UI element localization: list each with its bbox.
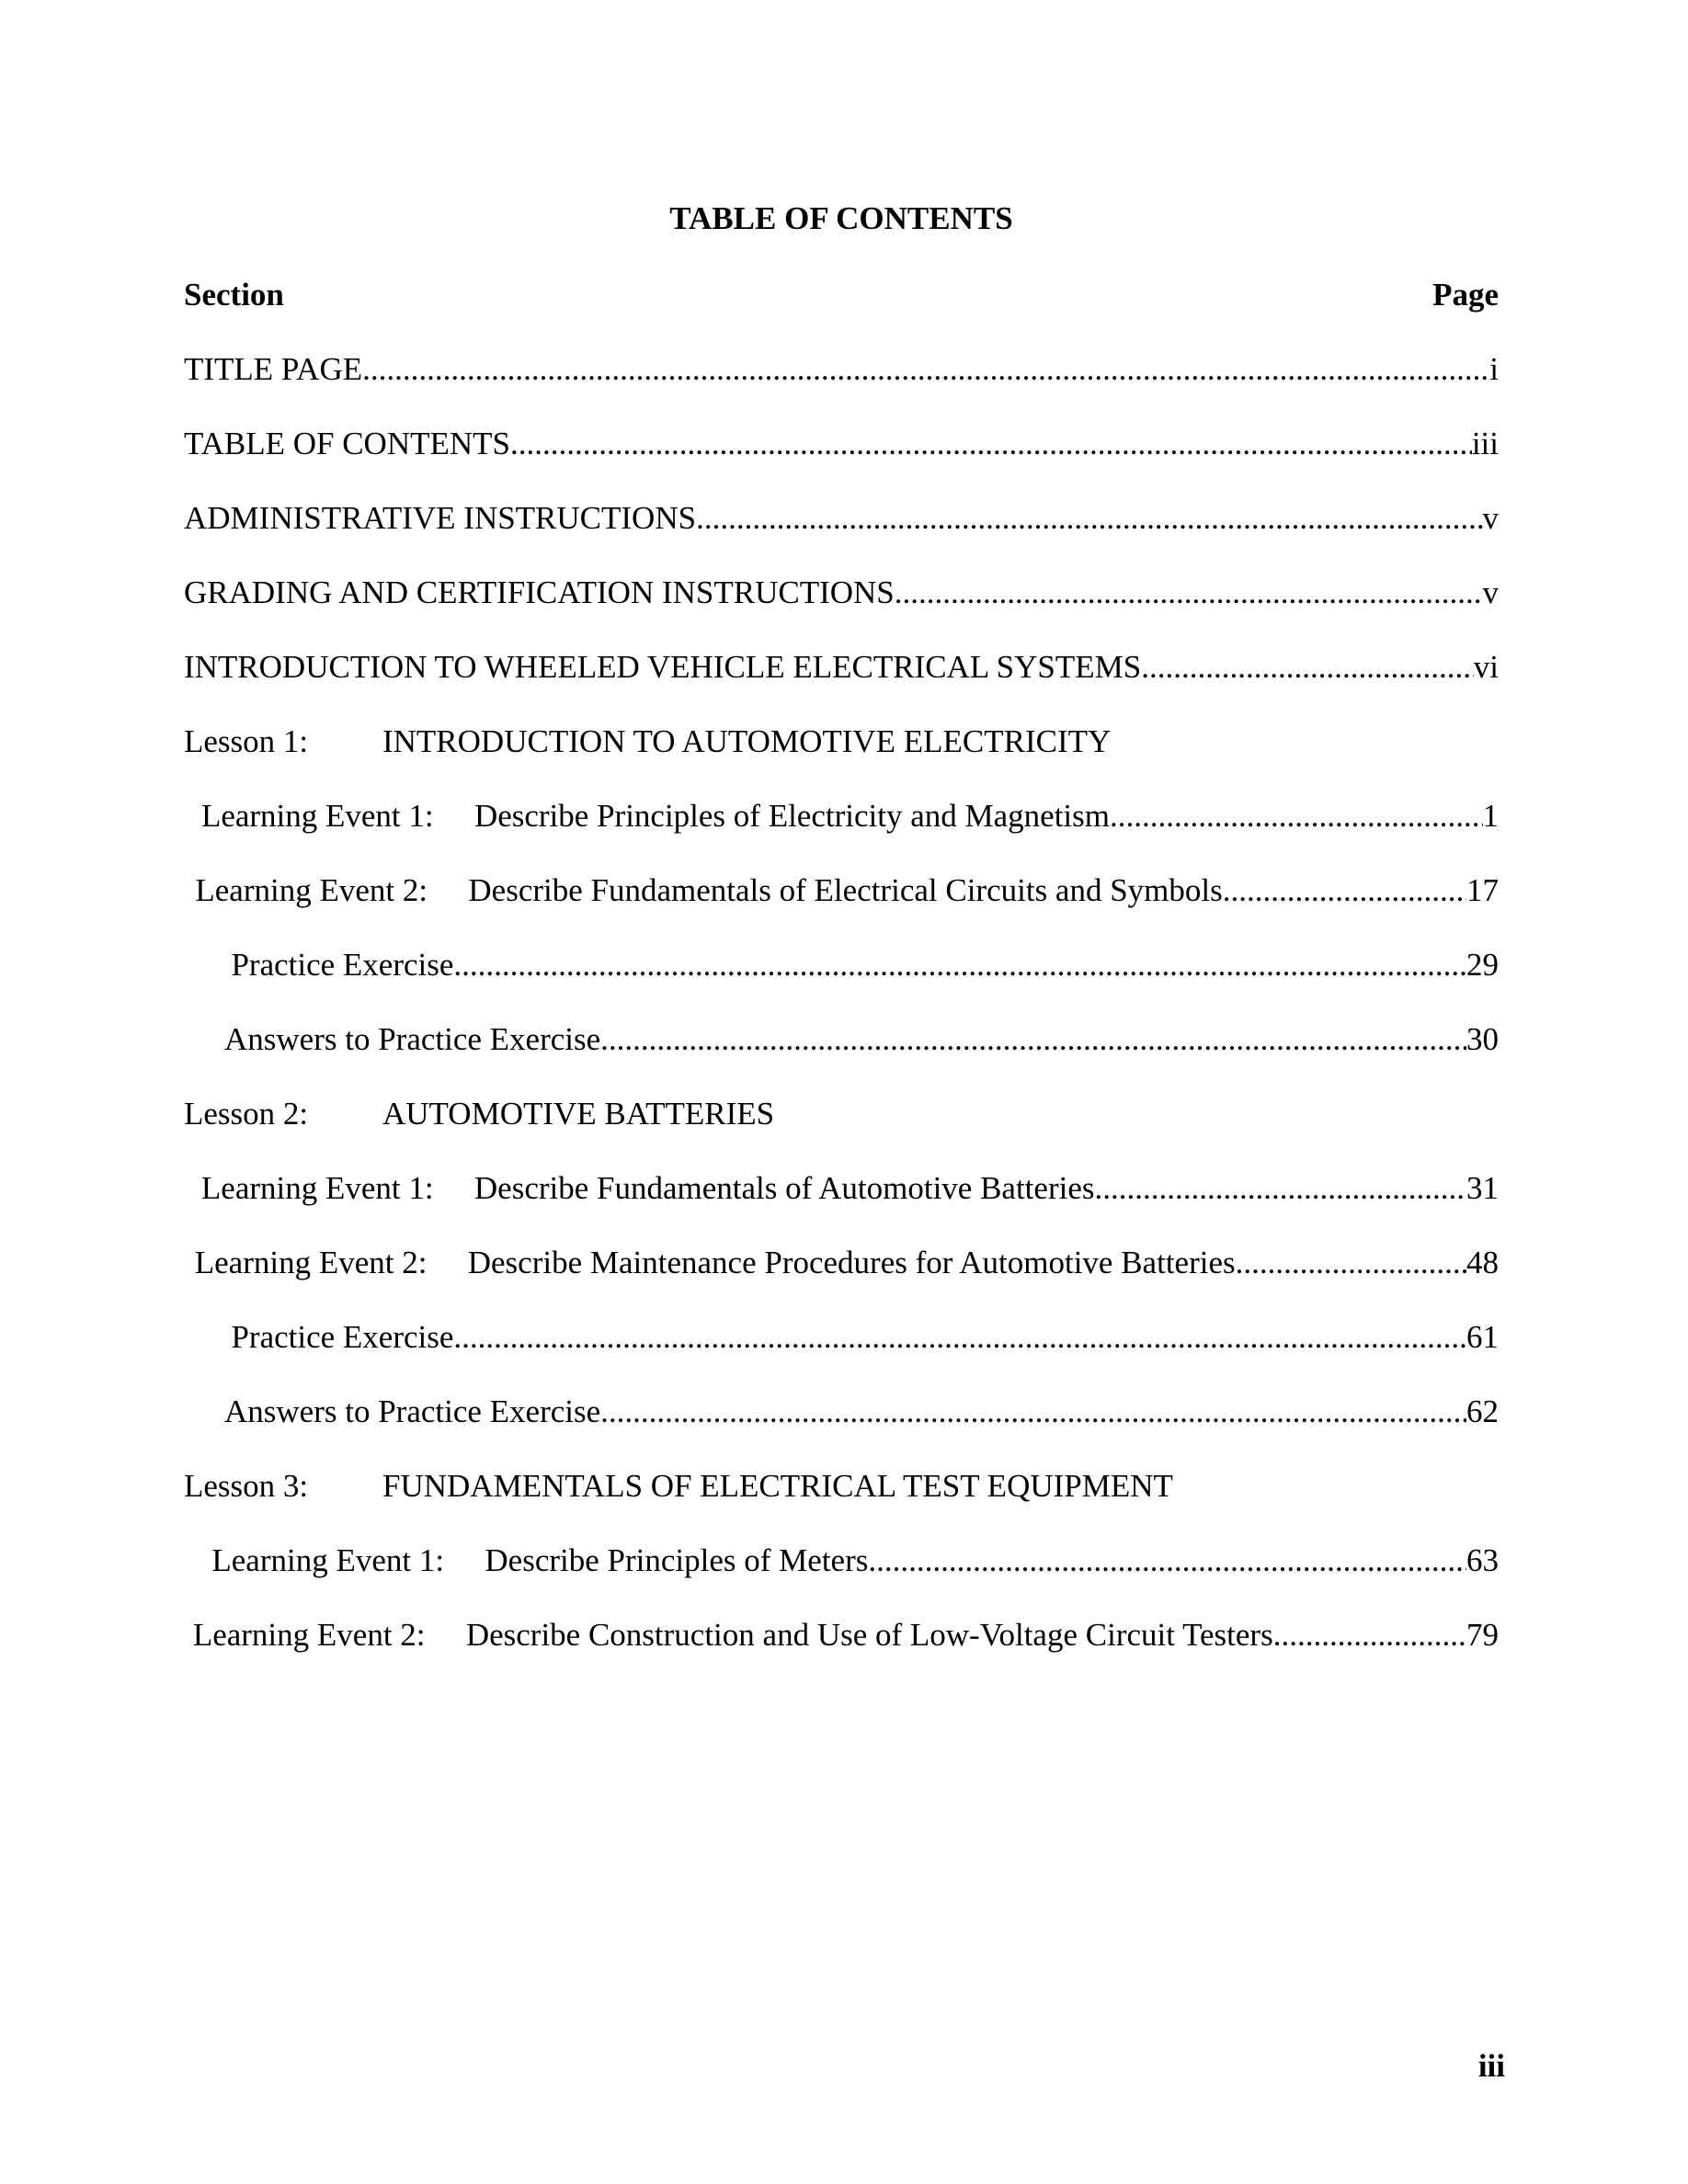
toc-entry-grading-instructions[interactable]: [184, 576, 1499, 609]
lesson-title: FUNDAMENTALS OF ELECTRICAL TEST EQUIPMENT: [382, 1468, 1173, 1504]
section-column-header: Section: [184, 277, 284, 313]
toc-entry-page: 30: [1466, 1021, 1499, 1057]
lesson-label: Lesson 2:: [184, 1096, 309, 1132]
dot-leader: [868, 1544, 1466, 1576]
dot-leader: [453, 949, 1466, 981]
toc-entry-page: vi: [1473, 649, 1499, 685]
toc-entry-learning-event[interactable]: [184, 1544, 1499, 1576]
toc-entry-page: i: [1489, 351, 1499, 387]
dot-leader: [600, 1395, 1466, 1428]
toc-entry-text: Describe Construction and Use of Low-Voltage Circuit Testers: [465, 1617, 1273, 1653]
toc-entry-introduction[interactable]: [184, 651, 1499, 683]
toc-entry-learning-event[interactable]: [184, 1619, 1499, 1651]
dot-leader: [1236, 1246, 1466, 1279]
toc-entry-text: ADMINISTRATIVE INSTRUCTIONS: [184, 500, 697, 536]
learning-event-label: Learning Event 1:: [200, 798, 434, 834]
toc-entry-learning-event[interactable]: [184, 1246, 1499, 1279]
toc-entry-text: Answers to Practice Exercise: [224, 1393, 601, 1429]
toc-entry-page: iii: [1471, 426, 1499, 461]
toc-entry-page: 62: [1466, 1393, 1499, 1429]
page-column-header: Page: [1432, 277, 1499, 313]
dot-leader: [1141, 651, 1474, 683]
dot-leader: [895, 576, 1483, 609]
toc-entry-page: 61: [1466, 1319, 1499, 1355]
learning-event-label: Learning Event 2:: [194, 1245, 428, 1280]
learning-event-label: Learning Event 1:: [211, 1542, 445, 1578]
toc-entry-text: Practice Exercise: [231, 1319, 454, 1355]
toc-entry-page: 1: [1482, 798, 1499, 834]
toc-entry-administrative-instructions[interactable]: [184, 502, 1499, 534]
toc-entry-learning-event[interactable]: [184, 874, 1499, 906]
toc-entry-title-page[interactable]: [184, 353, 1499, 385]
dot-leader: [510, 427, 1472, 460]
toc-entry-page: 31: [1466, 1170, 1499, 1206]
learning-event-label: Learning Event 2:: [195, 872, 428, 908]
toc-entry-learning-event[interactable]: [184, 800, 1499, 832]
toc-entry-table-of-contents[interactable]: [184, 427, 1499, 460]
toc-entry-text: TABLE OF CONTENTS: [184, 426, 510, 461]
toc-entry-page: 48: [1466, 1245, 1499, 1280]
learning-event-label: Learning Event 2:: [192, 1617, 426, 1653]
toc-entry-page: 17: [1466, 872, 1499, 908]
lesson-label: Lesson 3:: [184, 1468, 309, 1504]
lesson-title: INTRODUCTION TO AUTOMOTIVE ELECTRICITY: [382, 723, 1112, 759]
lesson-label: Lesson 1:: [184, 723, 309, 759]
toc-entry-text: Describe Fundamentals of Electrical Circuits and Symbols: [468, 872, 1223, 908]
toc-entry-answers[interactable]: [184, 1395, 1499, 1428]
page-title: TABLE OF CONTENTS: [669, 200, 1013, 236]
dot-leader: [1110, 800, 1483, 832]
toc-entry-text: Describe Principles of Electricity and Magnetism: [473, 798, 1110, 834]
toc-entry-page: v: [1482, 500, 1499, 536]
dot-leader: [1273, 1619, 1466, 1651]
page-number: iii: [1477, 2048, 1505, 2084]
toc-entry-text: Practice Exercise: [231, 947, 454, 983]
toc-entry-text: TITLE PAGE: [184, 351, 363, 387]
lesson-title: AUTOMOTIVE BATTERIES: [382, 1096, 775, 1132]
toc-entry-text: INTRODUCTION TO WHEELED VEHICLE ELECTRICAL SYSTEMS: [184, 649, 1142, 685]
toc-entry-page: 79: [1466, 1617, 1499, 1653]
toc-entry-learning-event[interactable]: [184, 1172, 1499, 1204]
dot-leader: [1223, 874, 1466, 906]
toc-entry-page: v: [1482, 574, 1499, 610]
toc-entry-text: Describe Principles of Meters: [485, 1542, 869, 1578]
dot-leader: [600, 1023, 1466, 1055]
toc-entry-answers[interactable]: [184, 1023, 1499, 1055]
toc-entry-page: 29: [1466, 947, 1499, 983]
lesson-heading[interactable]: [184, 725, 1499, 757]
dot-leader: [1094, 1172, 1466, 1204]
lesson-heading[interactable]: [184, 1470, 1499, 1502]
toc-entry-text: Answers to Practice Exercise: [224, 1021, 601, 1057]
dot-leader: [696, 502, 1482, 534]
toc-entry-text: Describe Fundamentals of Automotive Batteries: [473, 1170, 1095, 1206]
toc-entry-practice-exercise[interactable]: [184, 949, 1499, 981]
toc-entry-text: Describe Maintenance Procedures for Automotive Batteries: [467, 1245, 1236, 1280]
toc-entry-page: 63: [1466, 1542, 1499, 1578]
dot-leader: [453, 1321, 1466, 1353]
toc-entry-practice-exercise[interactable]: [184, 1321, 1499, 1353]
toc-entry-text: GRADING AND CERTIFICATION INSTRUCTIONS: [184, 574, 895, 610]
dot-leader: [362, 353, 1489, 385]
learning-event-label: Learning Event 1:: [200, 1170, 434, 1206]
lesson-heading[interactable]: [184, 1098, 1499, 1130]
